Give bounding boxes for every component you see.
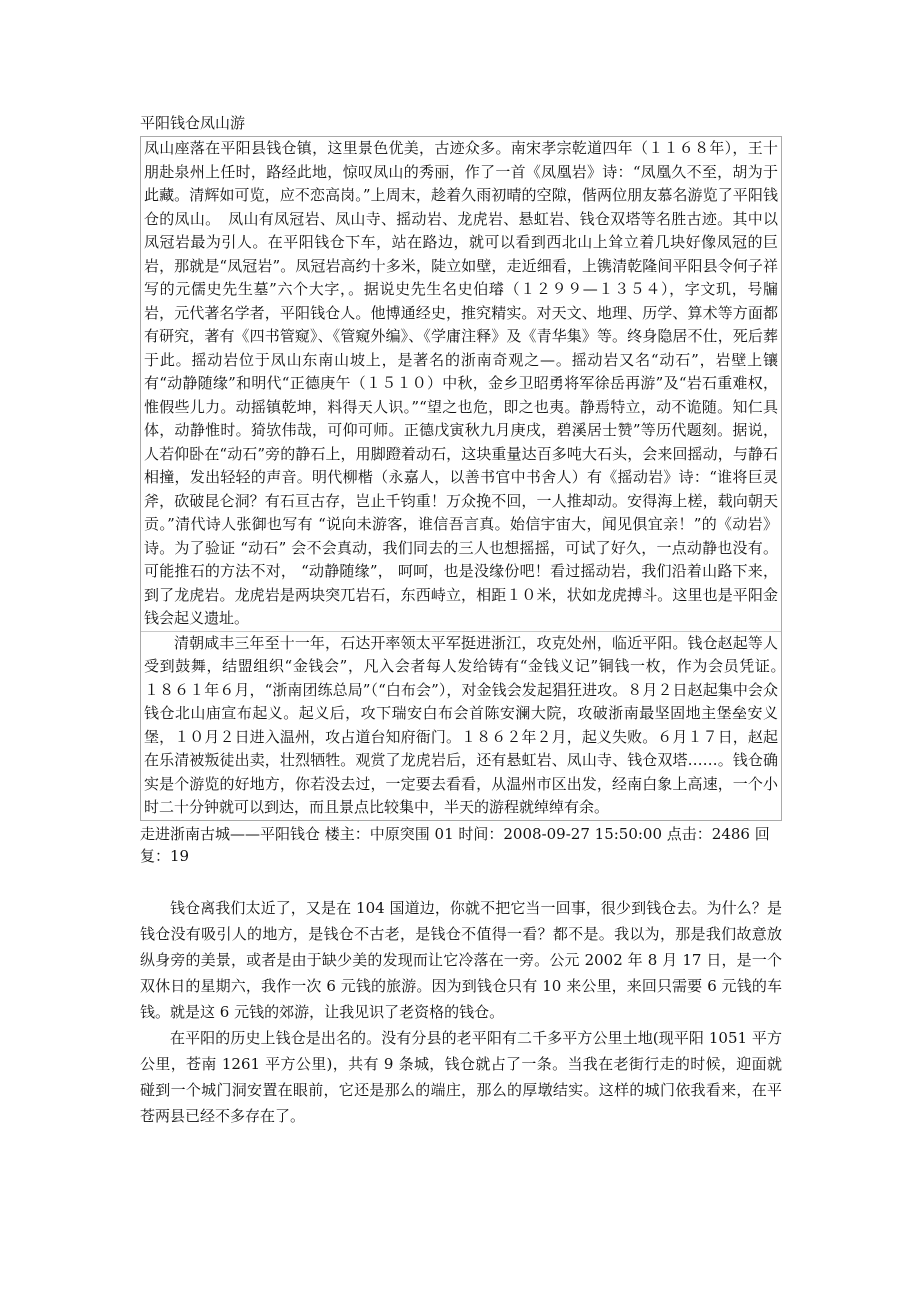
bordered-text-box	[140, 136, 794, 821]
box-paragraph-1: 凤山座落在平阳县钱仓镇，这里景色优美，古迹众多。南宋孝宗乾道四年（１１６８年），王十朋赴泉州上任时，路经此地，惊叹凤山的秀丽，作了一首《凤凰岩》诗：“凤凰久不至，胡为于此藏。清辉如可览，应不恋高岗。”上周末，趁着久雨初晴的空隙，偕两位朋友慕名游览了平阳钱仓的凤山。 凤山有凤冠岩、凤山寺、摇动岩、龙虎岩、悬虹岩、钱仓双塔等名胜古迹。其中以凤冠岩最为引人。在平阳钱仓下车，站在路边，就可以看到西北山上耸立着几块好像凤冠的巨岩，那就是“凤冠岩”。凤冠岩高约十多米，陡立如壁，走近细看，上镌清乾隆间平阳县令何子祥写的元儒史先生墓”六个大字，。据说史先生名史伯璿（１２９９—１３５４），字文玑，号牖岩，元代著名学者，平阳钱仓人。他博通经史，推究精实。对天文、地理、历学、算术等方面都有研究，著有《四书管窥》、《管窥外编》、《学庸注释》及《青华集》等。终身隐居不仕，死后葬于此。摇动岩位于凤山东南山坡上，是著名的浙南奇观之—。摇动岩又名“动石”，岩壁上镶有“动静随缘”和明代“正德庚午（１５１０）中秋，金乡卫昭勇将军徐岳再游”及“岩石重难权，惟假些儿力。动摇镇乾坤，料得天人识。”“望之也危，即之也夷。静焉特立，动不诡随。知仁具体，动静惟时。猗欤伟哉，可仰可师。正德戊寅秋九月庚戌，碧溪居士赞”等历代题刻。据说，人若仰卧在“动石”旁的静石上，用脚蹬着动石，这块重量达百多吨大石头，会来回摇动，与静石相撞，发出轻轻的声音。明代柳楷（永嘉人，以善书官中书舍人）有《摇动岩》诗：“谁将巨灵斧，砍破昆仑洞？有石亘古存，岂止千钧重！万众挽不回，一人推却动。安得海上槎，载向朝天贡。”清代诗人张御也写有 “说向未游客，谁信吾言真。始信宇宙大，闻见俱宜亲！”的《动岩》诗。为了验证 “动石” 会不会真动，我们同去的三人也想摇摇，可试了好久，一点动静也没有。可能推石的方法不对， “动静随缘”， 呵呵，也是没缘份吧！看过摇动岩，我们沿着山路下来，到了龙虎岩。龙虎岩是两块突兀岩石，东西峙立，相距１０米，状如龙虎搏斗。这里也是平阳金钱会起义遗址。	[141, 137, 781, 632]
document-page	[140, 112, 794, 1129]
article-paragraph-1: 钱仓离我们太近了，又是在 104 国道边，你就不把它当一回事，很少到钱仓去。为什么？是钱仓没有吸引人的地方，是钱仓不古老，是钱仓不值得一看？都不是。我以为，那是我们故意放纵身旁的美景，或者是由于缺少美的发现而让它冷落在一旁。公元 2002 年 8 月 17 日，是一个双休日的星期六，我作一次 6 元钱的旅游。因为到钱仓只有 10 来公里，来回只需要 6 元钱的车钱。就是这 6 元钱的郊游，让我见识了老资格的钱仓。	[140, 898, 782, 1021]
article-body	[140, 895, 782, 1129]
article-paragraph-2: 在平阳的历史上钱仓是出名的。没有分县的老平阳有二千多平方公里土地(现平阳 1051 平方公里，苍南 1261 平方公里)，共有 9 条城，钱仓就占了一条。当我在老街行走的时候，迎面就碰到一个城门洞安置在眼前，它还是那么的端庄，那么的厚墩结实。这样的城门依我看来，在平苍两县已经不多存在了。	[140, 1028, 782, 1125]
box-paragraph-2: 清朝咸丰三年至十一年，石达开率领太平军挺进浙江，攻克处州，临近平阳。钱仓赵起等人受到鼓舞，结盟组织“金钱会”，凡入会者每人发给铸有“金钱义记”铜钱一枚，作为会员凭证。 １８６１年６月，“浙南团练总局”（“白布会”），对金钱会发起猖狂进攻。８月２日赵起集中会众钱仓北山庙宣布起义。起义后，攻下瑞安白布会首陈安澜大院，攻破浙南最坚固地主堡垒安义堡，１０月２日进入温州，攻占道台知府衙门。１８６２年２月，起义失败。６月１７日，赵起在乐清被叛徒出卖，壮烈牺牲。观赏了龙虎岩后，还有悬虹岩、凤山寺、钱仓双塔……。钱仓确实是个游览的好地方，你若没去过，一定要去看看，从温州市区出发，经南白象上高速，一个小时二十分钟就可以到达，而且景点比较集中，半天的游程就绰绰有余。	[144, 633, 794, 816]
document-title: 平阳钱仓凤山游	[140, 114, 246, 132]
post-meta-line: 走进浙南古城——平阳钱仓 楼主：中原突围 01 时间：2008-09-27 15:50:00 点击：2486 回复：19	[140, 824, 770, 865]
